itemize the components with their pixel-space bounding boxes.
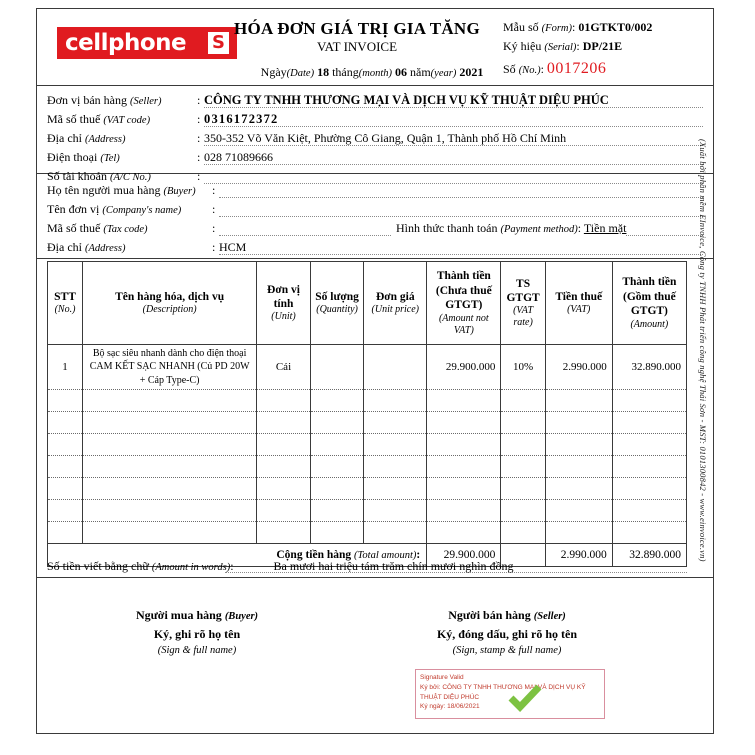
cell-empty (364, 500, 427, 522)
invoice-date-line (207, 65, 537, 80)
cell-empty (612, 434, 686, 456)
cell-vat-rate: 10% (501, 345, 545, 390)
totals-amount-total: 32.890.000 (612, 544, 686, 567)
buyer-name-label: Họ tên người mua hàng (Buyer) (47, 183, 196, 197)
cell-empty (310, 500, 364, 522)
table-row-empty (48, 500, 687, 522)
invoice-items-table (47, 261, 687, 567)
cell-empty (427, 456, 501, 478)
col-quantity: Số lượng (Quantity) (310, 262, 364, 345)
logo-s-mark: S (208, 32, 229, 54)
serial-label-en: (Serial) (544, 42, 577, 54)
col-unit: Đơn vị tính (Unit) (257, 262, 311, 345)
digital-signature-stamp (415, 669, 605, 719)
cell-empty (48, 522, 83, 544)
cell-empty (427, 478, 501, 500)
cell-empty (257, 456, 311, 478)
date-day: 18 (317, 65, 330, 79)
seller-vatcode-label: Mã số thuế (VAT code) (47, 112, 151, 126)
seller-address-label: Địa chỉ (Address) (47, 131, 126, 145)
cell-amount-no-vat: 29.900.000 (427, 345, 501, 390)
cell-empty (83, 412, 257, 434)
cell-empty (612, 390, 686, 412)
seller-name-label: Đơn vị bán hàng (Seller) (47, 93, 162, 107)
seller-vatcode-value: 0316172372 (204, 112, 279, 126)
table-row (48, 345, 687, 390)
cell-empty (364, 390, 427, 412)
buyer-address-label: Địa chỉ (Address) (47, 240, 126, 254)
cell-empty (48, 456, 83, 478)
date-label-en: (Date) (286, 68, 315, 79)
cell-empty (83, 522, 257, 544)
cell-empty (257, 522, 311, 544)
cell-empty (364, 478, 427, 500)
invoice-header (37, 9, 713, 86)
table-row-empty (48, 390, 687, 412)
cell-vat-amount: 2.990.000 (545, 345, 612, 390)
seller-row-account: Số tài khoản (A/C No.) : (47, 167, 703, 186)
cell-empty (83, 434, 257, 456)
row-dotted-rule (219, 216, 703, 217)
date-year: 2021 (459, 65, 484, 79)
invoice-number-value: 0017206 (546, 59, 607, 77)
invoice-frame (36, 8, 714, 734)
amount-in-words-separator (37, 577, 713, 578)
amount-in-words-label: Số tiền viết bằng chữ (Amount in words): (47, 559, 234, 573)
date-month: 06 (395, 65, 407, 79)
col-vat-amount: Tiền thuế (VAT) (545, 262, 612, 345)
totals-amount-no-vat: 29.900.000 (427, 544, 501, 567)
amount-in-words (47, 556, 687, 576)
cell-empty (501, 522, 545, 544)
seller-signature-instruction: Ký, đóng dấu, ghi rõ họ tên (436, 626, 578, 641)
cell-empty (48, 412, 83, 434)
buyer-row-address: Địa chỉ (Address) : HCM (47, 238, 703, 257)
seller-account-label: Số tài khoản (A/C No.) (47, 169, 151, 183)
table-row-empty (48, 412, 687, 434)
row-dotted-rule (219, 197, 703, 198)
software-publisher-note: (Xuất bởi phần mềm EInvoice, Công ty TNHH Phát triển công nghệ Thái Sơn - MST: 0101300842 - www.einvoice.vn) (698, 139, 708, 562)
form-label-en: (Form) (541, 23, 572, 34)
cell-empty (364, 434, 427, 456)
cell-empty (257, 412, 311, 434)
buyer-row-taxcode: Mã số thuế (Tax code) : Hình thức thanh toán (Payment method): Tiền mặt (47, 219, 703, 238)
table-row-empty (48, 478, 687, 500)
row-dotted-rule (204, 145, 703, 146)
buyer-signature-instruction: Ký, ghi rõ họ tên (153, 626, 241, 641)
cell-empty (310, 478, 364, 500)
seller-tel-label: Điện thoại (Tel) (47, 150, 120, 164)
cell-empty (48, 390, 83, 412)
buyer-company-label: Tên đơn vị (Company's name) (47, 202, 182, 216)
payment-method: Hình thức thanh toán (Payment method): Tiền mặt (392, 219, 626, 239)
cell-empty (310, 456, 364, 478)
cell-description: Bộ sạc siêu nhanh dành cho điện thoại CAM KẾT SẠC NHANH (Củ PD 20W + Cáp Type-C) (83, 345, 257, 390)
cell-empty (48, 478, 83, 500)
cell-empty (501, 412, 545, 434)
form-label-vi: Mẫu số (503, 20, 539, 34)
cell-empty (310, 522, 364, 544)
seller-row-vatcode: Mã số thuế (VAT code) : 0316172372 (47, 110, 703, 129)
cell-empty (257, 390, 311, 412)
cell-empty (501, 434, 545, 456)
cell-empty (364, 522, 427, 544)
cell-empty (545, 500, 612, 522)
date-label-vi: Ngày (260, 65, 287, 79)
cell-empty (612, 522, 686, 544)
cell-empty (545, 434, 612, 456)
month-label-vi: tháng (332, 65, 359, 79)
row-dotted-rule (204, 164, 703, 165)
seller-address-value: 350-352 Võ Văn Kiệt, Phường Cô Giang, Quận 1, Thành phố Hồ Chí Minh (204, 131, 567, 145)
cell-empty (545, 456, 612, 478)
page-subtitle: VAT INVOICE (316, 39, 398, 54)
cell-empty (48, 434, 83, 456)
no-label-en: (No.) (518, 64, 541, 76)
cell-empty (364, 412, 427, 434)
year-label-vi: năm (410, 65, 431, 79)
stamp-signed-date: Ký ngày: 18/06/2021 (420, 703, 480, 711)
seller-signature-block (377, 606, 637, 659)
col-no: STT (No.) (48, 262, 83, 345)
payment-label-en: (Payment method) (500, 224, 578, 235)
form-value: 01GTKT0/002 (578, 20, 653, 34)
cell-empty (83, 500, 257, 522)
cell-empty (427, 500, 501, 522)
table-row-empty (48, 522, 687, 544)
logo-brand-text: cellphone (65, 29, 187, 56)
cell-unit: Cái (257, 345, 311, 390)
seller-signature-title: Người bán hàng (Seller) (448, 608, 566, 622)
col-vat-rate: TS GTGT (VAT rate) (501, 262, 545, 345)
cell-empty (501, 500, 545, 522)
cell-empty (501, 478, 545, 500)
payment-label-vi: Hình thức thanh toán (396, 221, 498, 235)
cell-quantity (310, 345, 364, 390)
cell-empty (83, 390, 257, 412)
seller-signature-instruction-en: (Sign, stamp & full name) (452, 644, 562, 656)
buyer-signature-block (67, 606, 327, 659)
cell-empty (257, 478, 311, 500)
table-header-row (48, 262, 687, 345)
row-dotted-rule (204, 107, 703, 108)
checkmark-icon (508, 684, 542, 712)
cell-empty (612, 412, 686, 434)
cell-empty (310, 434, 364, 456)
cell-empty (257, 500, 311, 522)
cell-empty (83, 478, 257, 500)
col-description: Tên hàng hóa, dịch vụ (Description) (83, 262, 257, 345)
cell-empty (427, 390, 501, 412)
cell-empty (427, 522, 501, 544)
cell-empty (612, 456, 686, 478)
amount-in-words-value: Ba mươi hai triệu tám trăm chín mươi nghìn đồng (273, 559, 514, 573)
payment-value: Tiền mặt (583, 221, 627, 235)
cell-no: 1 (48, 345, 83, 390)
cell-empty (545, 390, 612, 412)
seller-section (37, 86, 713, 183)
cell-empty (257, 434, 311, 456)
buyer-signature-title: Người mua hàng (Buyer) (135, 608, 259, 622)
seller-row-name: Đơn vị bán hàng (Seller) : CÔNG TY TNHH THƯƠNG MẠI VÀ DỊCH VỤ KỸ THUẬT DIỆU PHÚC (47, 91, 703, 110)
col-unit-price: Đơn giá (Unit price) (364, 262, 427, 345)
col-amount-no-vat: Thành tiền (Chưa thuế GTGT) (Amount not VAT) (427, 262, 501, 345)
buyer-section (37, 174, 713, 259)
buyer-address-value: HCM (219, 240, 247, 254)
cell-empty (48, 500, 83, 522)
totals-vat-amount: 2.990.000 (545, 544, 612, 567)
year-label-en: (year) (430, 68, 457, 79)
seller-row-tel: Điện thoại (Tel) : 028 71089666 (47, 148, 703, 167)
cell-empty (310, 390, 364, 412)
totals-label: Cộng tiền hàng (Total amount): (48, 544, 427, 567)
table-row-empty (48, 456, 687, 478)
stamp-signed-by: Ký bởi: CÔNG TY TNHH THƯƠNG MẠI VÀ DỊCH VỤ KỸ THUẬT DIỆU PHÚC (420, 683, 586, 701)
cell-unit-price (364, 345, 427, 390)
buyer-row-name: Họ tên người mua hàng (Buyer) : (47, 181, 703, 200)
signature-section (37, 606, 713, 676)
cell-empty (501, 390, 545, 412)
cell-empty (545, 412, 612, 434)
cell-empty (501, 456, 545, 478)
serial-label-vi: Ký hiệu (503, 39, 542, 54)
cell-empty (612, 478, 686, 500)
form-row: Mẫu số (Form): 01GTKT0/002 (503, 20, 653, 34)
cell-empty (545, 522, 612, 544)
cell-empty (612, 500, 686, 522)
row-dotted-rule (219, 254, 703, 255)
no-label-vi: Số (503, 61, 516, 76)
serial-row: Ký hiệu (Serial): DP/21E (503, 39, 623, 54)
buyer-taxcode-label: Mã số thuế (Tax code) (47, 221, 148, 235)
cell-amount-total: 32.890.000 (612, 345, 686, 390)
serial-value: DP/21E (582, 39, 623, 54)
buyer-signature-instruction-en: (Sign & full name) (157, 644, 237, 656)
cell-empty (310, 412, 364, 434)
cell-empty (427, 412, 501, 434)
invoice-meta (503, 18, 703, 81)
cell-empty (427, 434, 501, 456)
seller-row-address: Địa chỉ (Address) : 350-352 Võ Văn Kiệt, Phường Cô Giang, Quận 1, Thành phố Hồ Chí Minh (47, 129, 703, 148)
cell-empty (83, 456, 257, 478)
buyer-row-company: Tên đơn vị (Company's name) : (47, 200, 703, 219)
page-title: HÓA ĐƠN GIÁ TRỊ GIA TĂNG (233, 19, 481, 38)
invoice-number-row: Số (No.): 0017206 (503, 59, 607, 77)
cell-empty (545, 478, 612, 500)
month-label-en: (month) (358, 68, 392, 79)
cell-empty (364, 456, 427, 478)
stamp-status: Signature Valid (420, 674, 464, 681)
col-amount-total: Thành tiền (Gồm thuế GTGT) (Amount) (612, 262, 686, 345)
seller-tel-value: 028 71089666 (204, 150, 273, 164)
row-dotted-rule (204, 126, 703, 127)
seller-name-value: CÔNG TY TNHH THƯƠNG MẠI VÀ DỊCH VỤ KỸ THUẬT DIỆU PHÚC (204, 93, 609, 107)
table-row-empty (48, 434, 687, 456)
table-body (48, 345, 687, 567)
